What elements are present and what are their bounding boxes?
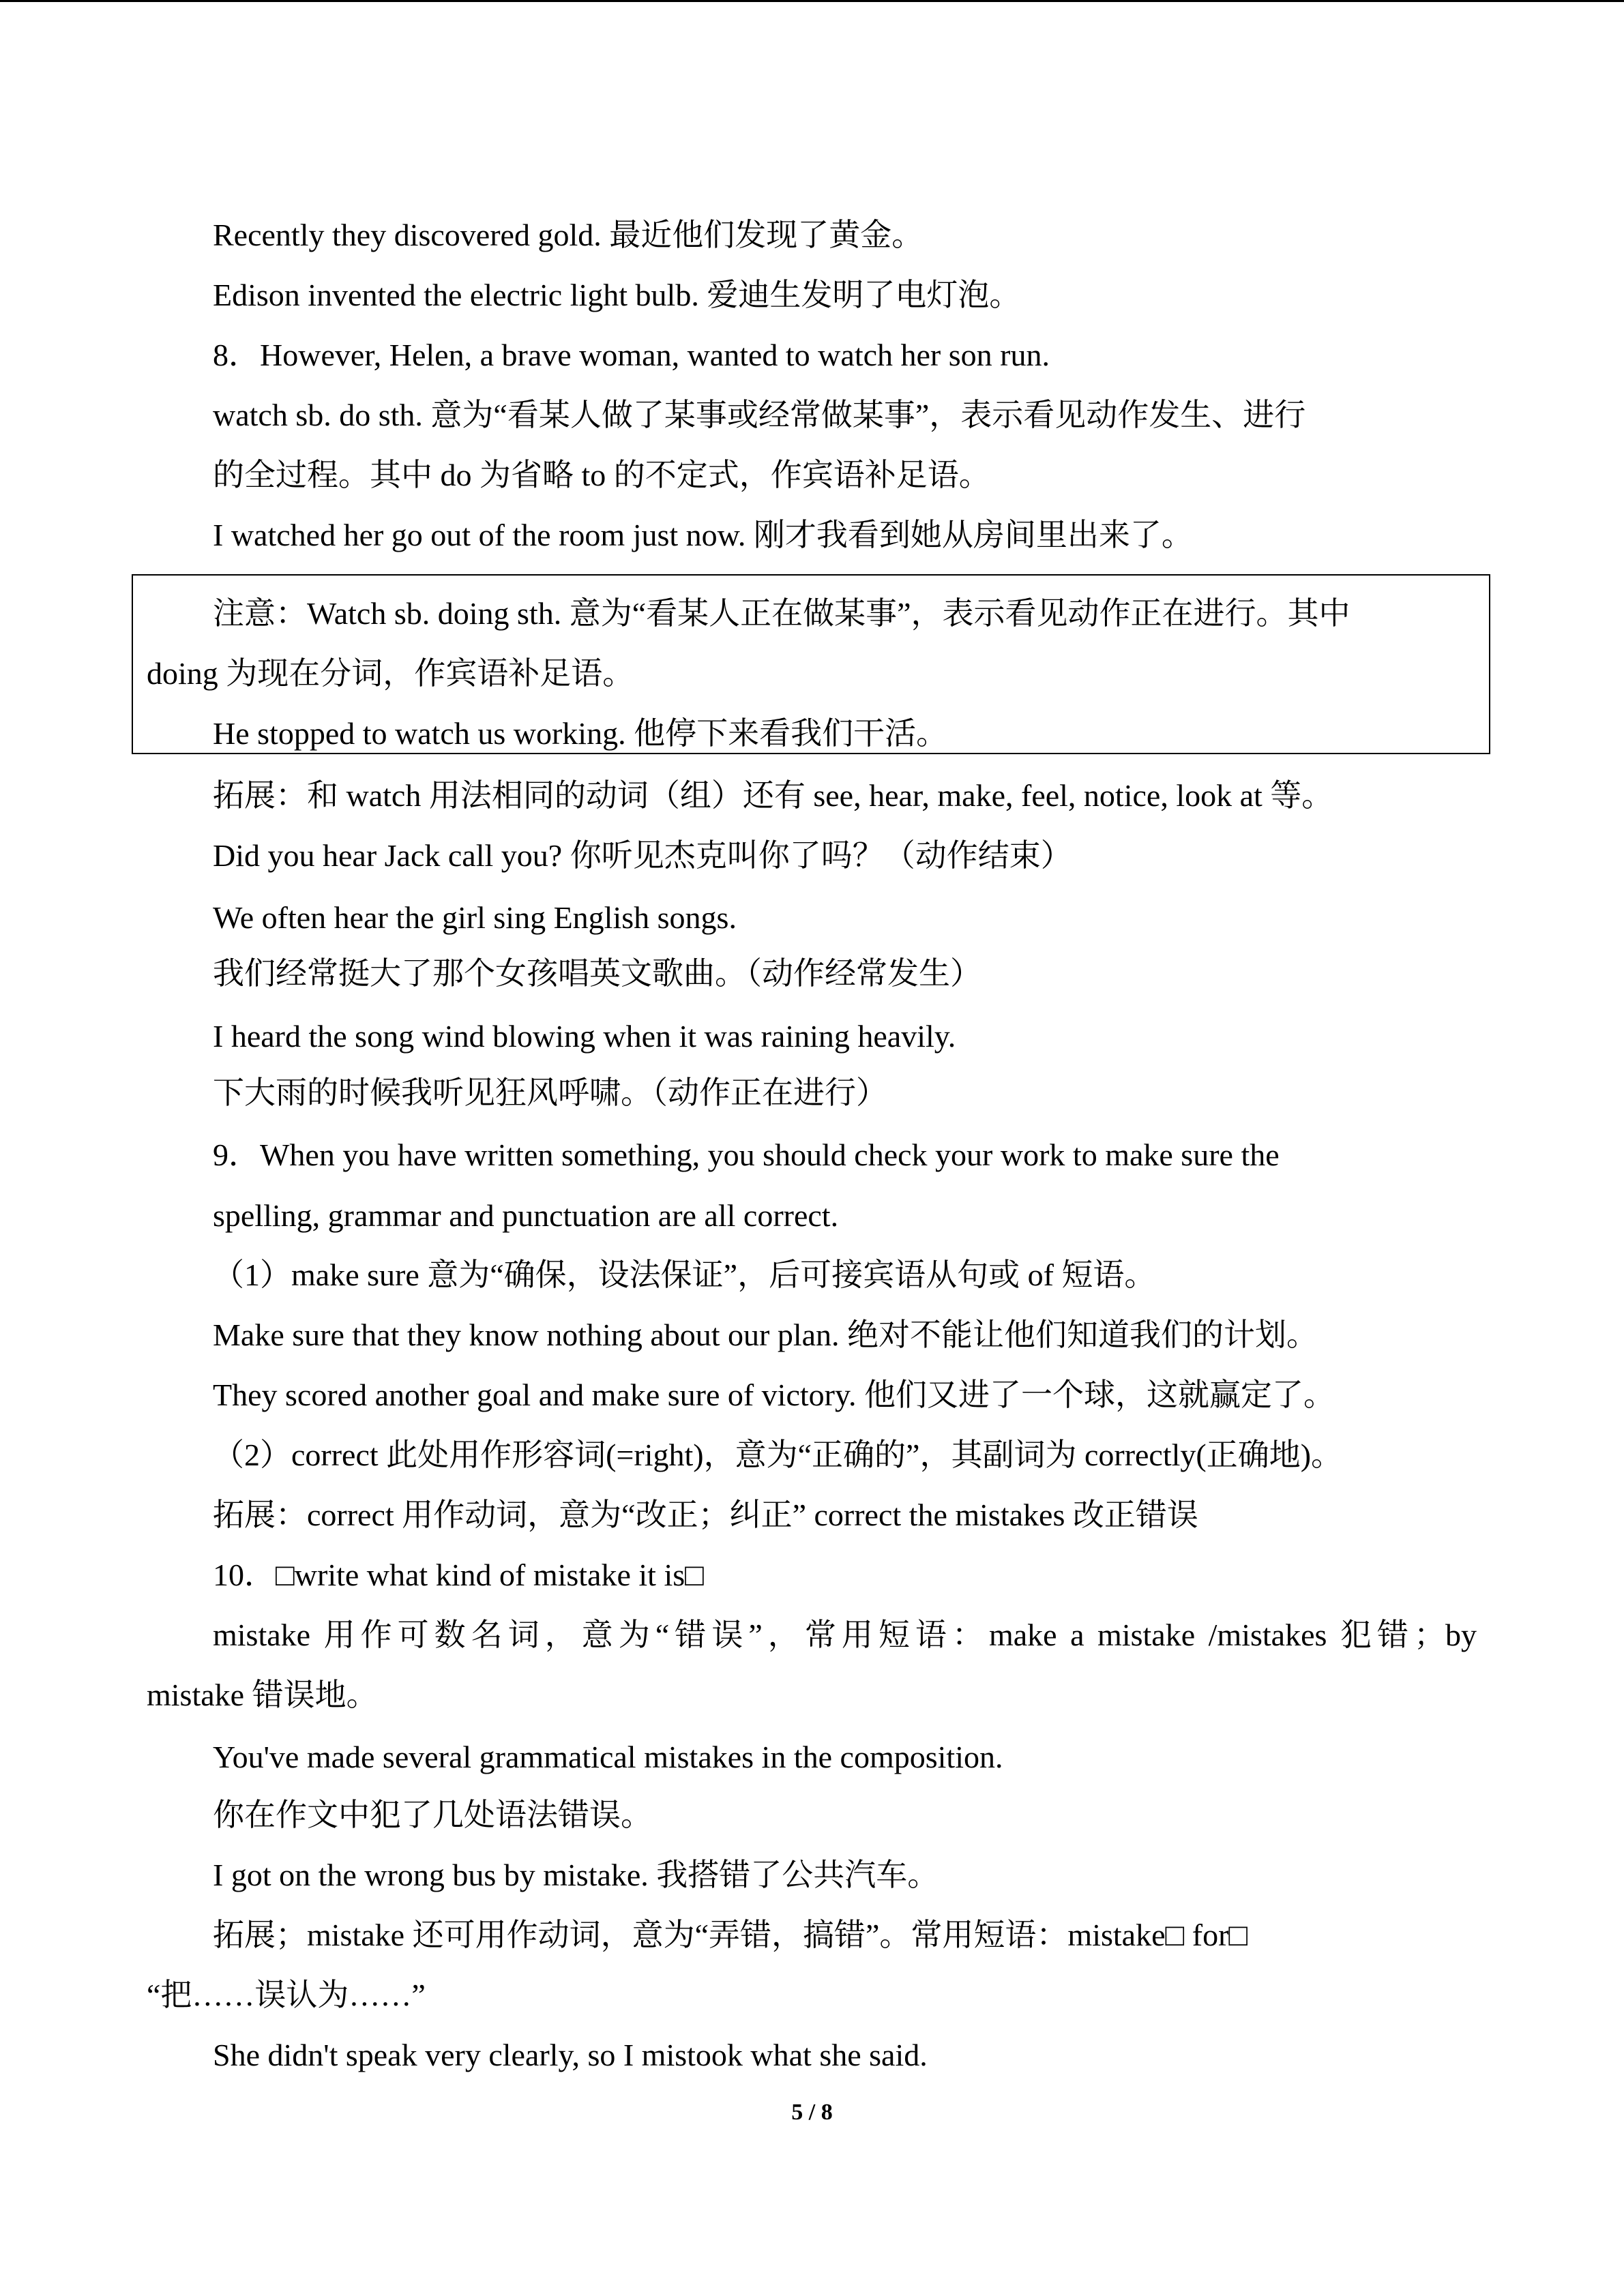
text-line: spelling, grammar and punctuation are all correct. — [213, 1198, 839, 1233]
text-line: 9．When you have written something, you should check your work to make sure the — [213, 1137, 1280, 1172]
text-line: I got on the wrong bus by mistake. 我搭错了公共汽车。 — [213, 1858, 939, 1892]
note-line: doing 为现在分词，作宾语补足语。 — [147, 656, 634, 691]
text-line: We often hear the girl sing English songs. — [213, 900, 737, 935]
text-line: （1）make sure 意为“确保，设法保证”，后可接宾语从句或 of 短语。 — [213, 1257, 1156, 1292]
text-line: Make sure that they know nothing about our plan. 绝对不能让他们知道我们的计划。 — [213, 1317, 1318, 1352]
text-line: “把……误认为……” — [147, 1978, 426, 2012]
note-line: He stopped to watch us working. 他停下来看我们干活。 — [213, 716, 948, 751]
text-line: You've made several grammatical mistakes in the composition. — [213, 1740, 1003, 1774]
text-line: 的全过程。其中 do 为省略 to 的不定式，作宾语补足语。 — [213, 458, 990, 492]
text-line: 10．□write what kind of mistake it is□ — [213, 1557, 704, 1592]
text-line: mistake 错误地。 — [147, 1678, 378, 1712]
text-line: 拓展：和 watch 用法相同的动词（组）还有 see, hear, make, feel, notice, look at 等。 — [213, 778, 1333, 813]
text-line: Did you hear Jack call you? 你听见杰克叫你了吗？（动作结束） — [213, 838, 1072, 873]
text-line: 下大雨的时候我听见狂风呼啸。（动作正在进行） — [213, 1075, 887, 1110]
text-line: 8．However, Helen, a brave woman, wanted to watch her son run. — [213, 338, 1050, 372]
text-line: 我们经常挺大了那个女孩唱英文歌曲。（动作经常发生） — [213, 956, 981, 991]
text-line: Edison invented the electric light bulb. 爱迪生发明了电灯泡。 — [213, 278, 1021, 312]
text-line: mistake 用作可数名词，意为“错误”，常用短语：make a mistake /mistakes 犯错；by — [213, 1617, 1477, 1652]
text-line: （2）correct 此处用作形容词(=right)，意为“正确的”，其副词为 correctly(正确地)。 — [213, 1437, 1343, 1472]
page-number: 5 / 8 — [791, 2100, 833, 2125]
text-line: I heard the song wind blowing when it was raining heavily. — [213, 1019, 956, 1054]
note-line: 注意：Watch sb. doing sth. 意为“看某人正在做某事”，表示看见动作正在进行。其中 — [213, 596, 1350, 631]
text-line: 拓展：correct 用作动词，意为“改正；纠正” correct the mistakes 改正错误 — [213, 1497, 1198, 1532]
text-line: watch sb. do sth. 意为“看某人做了某事或经常做某事”，表示看见动作发生、进行 — [213, 398, 1306, 432]
text-line: I watched her go out of the room just now. 刚才我看到她从房间里出来了。 — [213, 518, 1193, 552]
text-line: She didn't speak very clearly, so I mistook what she said. — [213, 2038, 928, 2072]
top-border-line — [0, 0, 1624, 2]
text-line: 拓展；mistake 还可用作动词，意为“弄错，搞错”。常用短语：mistake□ for□ — [213, 1918, 1248, 1952]
text-line: They scored another goal and make sure of victory. 他们又进了一个球，这就赢定了。 — [213, 1377, 1335, 1412]
text-line: Recently they discovered gold. 最近他们发现了黄金。 — [213, 218, 924, 252]
text-line: 你在作文中犯了几处语法错误。 — [213, 1798, 652, 1832]
